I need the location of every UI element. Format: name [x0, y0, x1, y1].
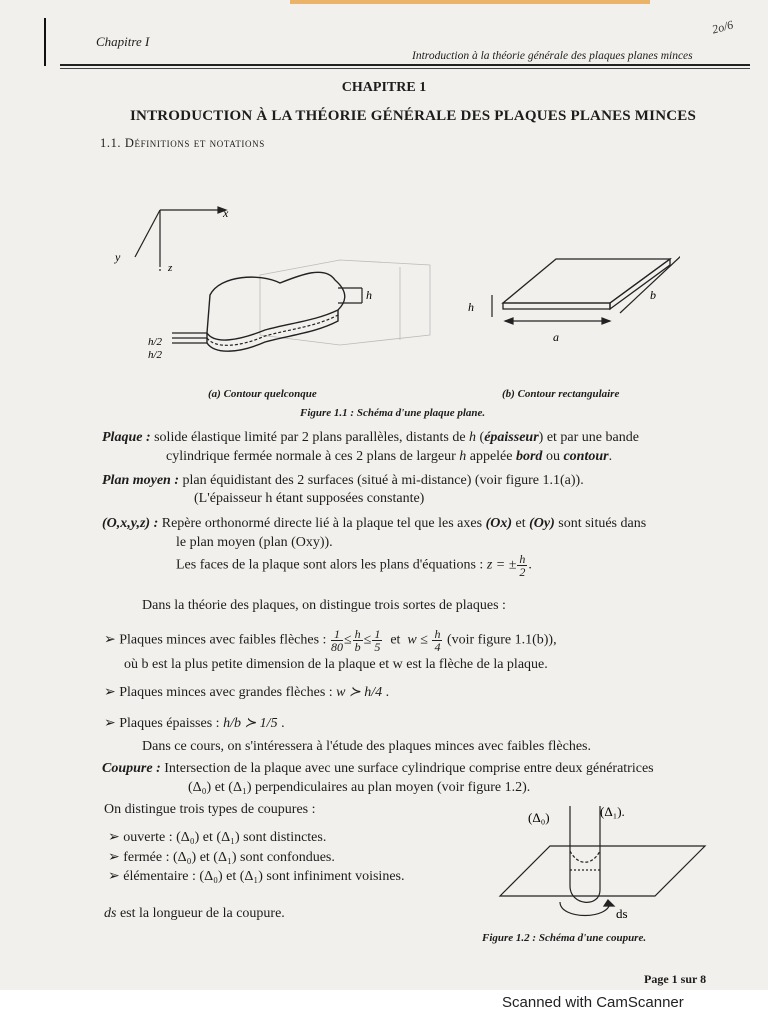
cut-curve [570, 851, 600, 862]
def-coupure [102, 759, 654, 778]
figure-caption-a: (a) Contour quelconque [208, 388, 317, 400]
page-number: Page 1 sur 8 [644, 972, 707, 986]
text: cylindrique fermée normale à ces 2 plans de largeur [166, 449, 460, 464]
rect-a-arrow-right [602, 318, 610, 324]
text: Repère orthonormé directe lié à la plaque tel que les axes [161, 516, 486, 531]
text: appelée [466, 449, 516, 464]
text: (voir figure 1.1(b)), [443, 632, 557, 648]
text: ouverte : (Δ₀) et (Δ₁) sont distinctes. [123, 830, 327, 845]
text: ( [476, 430, 485, 445]
figure-1-1-caption: Figure 1.1 : Schéma d'une plaque plane. [300, 407, 486, 419]
text: h [354, 627, 361, 641]
term-coupure: Coupure : [102, 761, 161, 776]
rect-a-arrow-left [505, 318, 513, 324]
coupure-type-closed [108, 848, 335, 867]
coupure-type-open [108, 828, 326, 847]
chapter-title: INTRODUCTION À LA THÉORIE GÉNÉRALE DES PLAQUES PLANES MINCES [130, 108, 697, 124]
text: plan équidistant des 2 surfaces (situé à mi-distance) (voir figure 1.1(a)). [182, 473, 584, 488]
text: élémentaire : (Δ₀) et (Δ₁) sont infiniment voisines. [123, 869, 405, 884]
figure-plate-diagrams [100, 195, 680, 395]
ds-arrow-head [604, 900, 614, 906]
fraction [372, 628, 382, 653]
rect-h-label: h [468, 300, 474, 314]
coupure-type-elementary [108, 867, 405, 886]
text: 2 [519, 565, 526, 579]
header-rule [60, 64, 750, 66]
def-coupure-line2: (Δ₀) et (Δ₁) perpendiculaires au plan moyen (voir figure 1.2). [188, 780, 531, 795]
margin-rule [44, 18, 46, 66]
term-plaque: Plaque : [102, 430, 151, 445]
text: sont situés dans [554, 516, 647, 531]
def-repere [102, 514, 646, 533]
fraction [353, 628, 363, 653]
course-note: Dans ce cours, on s'intéressera à l'étude des plaques minces avec faibles flèches. [142, 739, 591, 754]
figure-1-2-caption: Figure 1.2 : Schéma d'une coupure. [482, 932, 647, 944]
bullet-arrow-icon: ➢ [108, 850, 124, 865]
header-chapter: Chapitre I [96, 34, 150, 49]
text: 80 [330, 640, 343, 654]
plate-h2-label-bottom: h/2 [148, 349, 163, 361]
text: 4 [434, 640, 441, 654]
text: h [434, 627, 441, 641]
text: contour [563, 449, 609, 464]
fraction [432, 628, 442, 653]
text: est la longueur de la coupure. [116, 906, 285, 921]
text: et [512, 516, 530, 531]
type-thin-small [104, 628, 557, 653]
rect-plate-front [503, 303, 610, 309]
text: h [519, 552, 526, 566]
text: Plaques minces avec grandes flèches : [119, 685, 337, 700]
plate-outline [207, 272, 345, 340]
text: . [277, 716, 285, 731]
axis-x-label: x [223, 206, 229, 220]
text: bord [515, 449, 543, 464]
axis-y-line [135, 210, 160, 257]
header-rule-thin [60, 68, 750, 69]
section-heading: 1.1. Définitions et notations [100, 136, 265, 150]
text: h/b ≻ 1/5 [223, 716, 278, 731]
cut-plate [500, 846, 705, 896]
text: et [383, 632, 408, 648]
text: b [354, 640, 361, 654]
coupure-types-intro: On distingue trois types de coupures : [104, 802, 316, 817]
text: w ≤ [407, 632, 432, 648]
text: Les faces de la plaque sont alors les plans d'équations : [176, 557, 487, 573]
scanner-watermark: Scanned with CamScanner [502, 994, 684, 1011]
coupure-ds-note [104, 904, 285, 923]
bullet-arrow-icon: ➢ [104, 632, 120, 648]
intro-types: Dans la théorie des plaques, on distingue trois sortes de plaques : [142, 598, 506, 613]
axis-z-label: z [168, 262, 173, 274]
term-plan-moyen: Plan moyen : [102, 473, 179, 488]
def-plan-moyen-line2: (L'épaisseur h étant supposées constante) [194, 491, 425, 506]
text: h [469, 430, 477, 445]
text: 5 [374, 640, 381, 654]
def-plaque [102, 428, 639, 447]
plate-h2-label-top: h/2 [148, 336, 163, 348]
header-title: Introduction à la théorie générale des plaques planes minces [412, 50, 693, 62]
def-plan-moyen [102, 471, 584, 490]
scan-edge-mark [290, 0, 650, 4]
text: . [528, 557, 532, 573]
text: . [382, 685, 390, 700]
text: . [608, 449, 613, 464]
text: (Ox) [485, 516, 512, 531]
text: ) et par une bande [538, 430, 639, 445]
text: (Oy) [529, 516, 555, 531]
ds-label: ds [616, 906, 628, 921]
def-repere-line3 [176, 553, 532, 578]
cut-cylinder [570, 806, 600, 902]
rect-plate-side [610, 259, 670, 309]
rect-plate-top [503, 259, 670, 303]
bullet-arrow-icon: ➢ [104, 685, 120, 700]
type-thin-small-note: où b est la plus petite dimension de la plaque et w est la flèche de la plaque. [124, 657, 548, 672]
text: Plaques épaisses : [119, 716, 224, 731]
def-plaque-line2 [166, 447, 612, 466]
ds-arrow [560, 902, 610, 916]
fraction [331, 628, 343, 653]
chapter-heading: CHAPITRE 1 [341, 80, 427, 95]
rect-b-label: b [650, 288, 656, 302]
text: 1 [374, 627, 381, 641]
text: fermée : (Δ₀) et (Δ₁) sont confondues. [123, 850, 335, 865]
text: solide élastique limité par 2 plans parallèles, distants de [154, 430, 470, 445]
handwritten-mark: 2o/6 [710, 17, 735, 37]
text: ou [542, 449, 564, 464]
text: 1 [331, 628, 343, 641]
rect-b-dim [620, 255, 680, 313]
text: h [459, 449, 467, 464]
text: w ≻ h/4 [336, 685, 383, 700]
bullet-arrow-icon: ➢ [108, 869, 124, 884]
type-thin-large [104, 683, 389, 702]
fraction [517, 553, 527, 578]
bullet-arrow-icon: ➢ [104, 716, 120, 731]
plate-h-label: h [366, 288, 372, 302]
text: ≤ [363, 632, 372, 648]
text: épaisseur [484, 430, 539, 445]
text: Plaques minces avec faibles flèches : [119, 632, 330, 648]
delta1-label: (Δ₁). [600, 804, 625, 819]
bullet-arrow-icon: ➢ [108, 830, 124, 845]
axis-y-label: y [115, 250, 121, 264]
text: ds [104, 906, 117, 921]
figure-cut-diagram [490, 796, 720, 932]
text: z = ± [486, 557, 517, 573]
term-repere: (O,x,y,z) : [102, 516, 159, 531]
text: ≤ [343, 632, 352, 648]
type-thick [104, 714, 285, 733]
rect-a-label: a [553, 330, 559, 344]
delta0-label: (Δ₀) [528, 810, 550, 825]
figure-caption-b: (b) Contour rectangulaire [502, 388, 620, 400]
text: Intersection de la plaque avec une surface cylindrique comprise entre deux génératrices [164, 761, 654, 776]
def-repere-line2: le plan moyen (plan (Oxy)). [176, 535, 333, 550]
